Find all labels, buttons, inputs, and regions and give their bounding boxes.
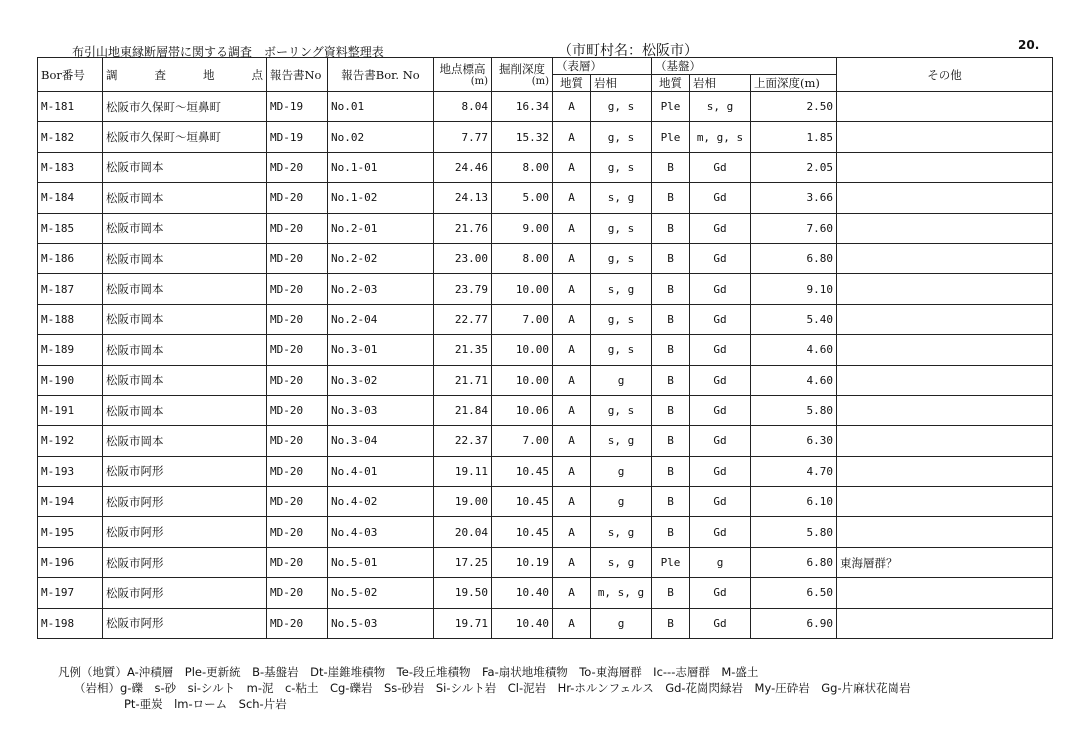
other-cell xyxy=(837,92,1053,122)
surface-geology-cell: A xyxy=(553,304,591,334)
report-bor-cell: No.4-03 xyxy=(328,517,434,547)
other-cell: 東海層群？ xyxy=(837,547,1053,577)
header-location-char: 点 xyxy=(251,67,263,82)
bor-number-cell: M-191 xyxy=(38,395,103,425)
depth-cell: 10.45 xyxy=(492,517,553,547)
bor-number-cell: M-182 xyxy=(38,122,103,152)
elevation-cell: 17.25 xyxy=(434,547,492,577)
report-no-cell: MD-20 xyxy=(267,365,328,395)
legend xyxy=(58,664,911,712)
bor-number-cell: M-195 xyxy=(38,517,103,547)
bor-number-cell: M-194 xyxy=(38,487,103,517)
report-bor-cell: No.3-04 xyxy=(328,426,434,456)
report-bor-cell: No.1-02 xyxy=(328,183,434,213)
surface-lithology-cell: s, g xyxy=(591,274,652,304)
surface-depth-cell: 9.10 xyxy=(751,274,837,304)
surface-depth-cell: 4.70 xyxy=(751,456,837,486)
report-no-cell: MD-20 xyxy=(267,456,328,486)
surface-lithology-cell: g, s xyxy=(591,92,652,122)
base-lithology-cell: Gd xyxy=(690,517,751,547)
table-row xyxy=(38,122,1053,152)
depth-cell: 16.34 xyxy=(492,92,553,122)
surface-geology-cell: A xyxy=(553,517,591,547)
base-geology-cell: B xyxy=(652,395,690,425)
report-bor-cell: No.5-03 xyxy=(328,608,434,638)
location-cell: 松阪市岡本 xyxy=(103,395,267,425)
depth-cell: 9.00 xyxy=(492,213,553,243)
surface-depth-cell: 6.30 xyxy=(751,426,837,456)
surface-geology-cell: A xyxy=(553,608,591,638)
surface-depth-cell: 4.60 xyxy=(751,335,837,365)
elevation-cell: 22.77 xyxy=(434,304,492,334)
surface-lithology-cell: g, s xyxy=(591,213,652,243)
surface-geology-cell: A xyxy=(553,456,591,486)
table-row xyxy=(38,183,1053,213)
table-row xyxy=(38,92,1053,122)
bor-number-cell: M-185 xyxy=(38,213,103,243)
report-no-cell: MD-20 xyxy=(267,213,328,243)
other-cell xyxy=(837,335,1053,365)
report-no-cell: MD-20 xyxy=(267,335,328,365)
surface-lithology-cell: m, s, g xyxy=(591,578,652,608)
header-surface-depth: 上面深度(m) xyxy=(751,75,837,92)
base-geology-cell: Ple xyxy=(652,547,690,577)
surface-depth-cell: 6.80 xyxy=(751,547,837,577)
header-base-geology: 地質 xyxy=(652,75,690,92)
depth-cell: 10.40 xyxy=(492,578,553,608)
header-location-char: 調 xyxy=(106,67,118,82)
surface-geology-cell: A xyxy=(553,335,591,365)
surface-geology-cell: A xyxy=(553,243,591,273)
surface-depth-cell: 2.50 xyxy=(751,92,837,122)
surface-depth-cell: 4.60 xyxy=(751,365,837,395)
report-no-cell: MD-20 xyxy=(267,547,328,577)
elevation-cell: 19.50 xyxy=(434,578,492,608)
surface-geology-cell: A xyxy=(553,547,591,577)
depth-cell: 8.00 xyxy=(492,152,553,182)
surface-geology-cell: A xyxy=(553,578,591,608)
elevation-cell: 21.84 xyxy=(434,395,492,425)
surface-depth-cell: 1.85 xyxy=(751,122,837,152)
base-lithology-cell: Gd xyxy=(690,456,751,486)
bor-number-cell: M-187 xyxy=(38,274,103,304)
location-cell: 松阪市岡本 xyxy=(103,183,267,213)
bor-number-cell: M-196 xyxy=(38,547,103,577)
depth-cell: 5.00 xyxy=(492,183,553,213)
legend-geology: 凡例（地質）A-沖積層 Ple-更新統 B-基盤岩 Dt-崖錐堆積物 Te-段丘堆積物 Fa-扇状地堆積物 To-東海層群 Ic---志層群 M-盛土 xyxy=(58,665,759,679)
surface-depth-cell: 2.05 xyxy=(751,152,837,182)
table-row xyxy=(38,426,1053,456)
surface-geology-cell: A xyxy=(553,122,591,152)
depth-cell: 8.00 xyxy=(492,243,553,273)
report-bor-cell: No.2-04 xyxy=(328,304,434,334)
header-bor-number: Bor番号 xyxy=(38,58,103,92)
location-cell: 松阪市阿形 xyxy=(103,608,267,638)
table-row xyxy=(38,517,1053,547)
report-bor-cell: No.3-01 xyxy=(328,335,434,365)
page-number: 20. xyxy=(1018,38,1040,52)
base-lithology-cell: Gd xyxy=(690,243,751,273)
other-cell xyxy=(837,243,1053,273)
surface-depth-cell: 5.40 xyxy=(751,304,837,334)
base-geology-cell: B xyxy=(652,578,690,608)
location-cell: 松阪市岡本 xyxy=(103,365,267,395)
location-cell: 松阪市阿形 xyxy=(103,578,267,608)
table-row xyxy=(38,274,1053,304)
report-bor-cell: No.2-02 xyxy=(328,243,434,273)
elevation-cell: 24.46 xyxy=(434,152,492,182)
report-no-cell: MD-20 xyxy=(267,487,328,517)
other-cell xyxy=(837,183,1053,213)
header-elevation xyxy=(434,58,492,92)
depth-cell: 10.06 xyxy=(492,395,553,425)
table-row xyxy=(38,152,1053,182)
bor-number-cell: M-181 xyxy=(38,92,103,122)
surface-lithology-cell: s, g xyxy=(591,183,652,213)
base-geology-cell: B xyxy=(652,243,690,273)
surface-lithology-cell: s, g xyxy=(591,517,652,547)
header-surface-geology: 地質 xyxy=(553,75,591,92)
base-lithology-cell: Gd xyxy=(690,487,751,517)
depth-cell: 10.00 xyxy=(492,335,553,365)
base-lithology-cell: Gd xyxy=(690,578,751,608)
elevation-cell: 19.71 xyxy=(434,608,492,638)
surface-depth-cell: 3.66 xyxy=(751,183,837,213)
table-row xyxy=(38,578,1053,608)
surface-geology-cell: A xyxy=(553,365,591,395)
header-surface-group: （表層） xyxy=(553,58,652,75)
report-no-cell: MD-20 xyxy=(267,517,328,547)
depth-cell: 7.00 xyxy=(492,304,553,334)
surface-geology-cell: A xyxy=(553,487,591,517)
bor-number-cell: M-198 xyxy=(38,608,103,638)
elevation-cell: 23.79 xyxy=(434,274,492,304)
location-cell: 松阪市久保町～垣鼻町 xyxy=(103,122,267,152)
base-lithology-cell: s, g xyxy=(690,92,751,122)
report-no-cell: MD-20 xyxy=(267,274,328,304)
base-geology-cell: B xyxy=(652,213,690,243)
base-geology-cell: B xyxy=(652,274,690,304)
elevation-cell: 8.04 xyxy=(434,92,492,122)
bor-number-cell: M-190 xyxy=(38,365,103,395)
header-elevation-label: 地点標高 xyxy=(439,62,486,76)
city-name: （市町村名：松阪市） xyxy=(558,43,698,59)
table-row xyxy=(38,395,1053,425)
surface-geology-cell: A xyxy=(553,92,591,122)
base-lithology-cell: Gd xyxy=(690,395,751,425)
report-bor-cell: No.1-01 xyxy=(328,152,434,182)
surface-depth-cell: 6.50 xyxy=(751,578,837,608)
depth-cell: 10.00 xyxy=(492,274,553,304)
bor-number-cell: M-192 xyxy=(38,426,103,456)
elevation-cell: 20.04 xyxy=(434,517,492,547)
surface-lithology-cell: g, s xyxy=(591,395,652,425)
table-row xyxy=(38,365,1053,395)
base-geology-cell: B xyxy=(652,183,690,213)
report-bor-cell: No.3-02 xyxy=(328,365,434,395)
base-lithology-cell: m, g, s xyxy=(690,122,751,152)
location-cell: 松阪市岡本 xyxy=(103,243,267,273)
bor-number-cell: M-189 xyxy=(38,335,103,365)
header-depth-unit: (m) xyxy=(531,76,549,87)
base-lithology-cell: Gd xyxy=(690,335,751,365)
elevation-cell: 22.37 xyxy=(434,426,492,456)
surface-lithology-cell: g, s xyxy=(591,122,652,152)
elevation-cell: 19.00 xyxy=(434,487,492,517)
surface-lithology-cell: s, g xyxy=(591,426,652,456)
surface-lithology-cell: g, s xyxy=(591,304,652,334)
surface-lithology-cell: g xyxy=(591,487,652,517)
header-surface-lithology: 岩相 xyxy=(591,75,652,92)
header-depth-label: 掘削深度 xyxy=(499,62,545,76)
surface-lithology-cell: s, g xyxy=(591,547,652,577)
base-lithology-cell: Gd xyxy=(690,608,751,638)
location-cell: 松阪市岡本 xyxy=(103,152,267,182)
elevation-cell: 23.00 xyxy=(434,243,492,273)
base-lithology-cell: Gd xyxy=(690,152,751,182)
surface-lithology-cell: g, s xyxy=(591,152,652,182)
bor-number-cell: M-188 xyxy=(38,304,103,334)
header-location-char: 地 xyxy=(203,67,215,82)
location-cell: 松阪市岡本 xyxy=(103,274,267,304)
report-no-cell: MD-20 xyxy=(267,183,328,213)
location-cell: 松阪市阿形 xyxy=(103,517,267,547)
bor-number-cell: M-197 xyxy=(38,578,103,608)
base-geology-cell: B xyxy=(652,152,690,182)
base-geology-cell: Ple xyxy=(652,92,690,122)
report-no-cell: MD-20 xyxy=(267,304,328,334)
legend-lithology: （岩相）g-礫 s-砂 si-シルト m-泥 c-粘土 Cg-礫岩 Ss-砂岩 Si-シルト岩 Cl-泥岩 Hr-ホルンフェルス Gd-花崗閃緑岩 My-圧砕岩 Gg-片麻状花崗岩 xyxy=(74,681,911,695)
elevation-cell: 7.77 xyxy=(434,122,492,152)
base-geology-cell: B xyxy=(652,456,690,486)
depth-cell: 15.32 xyxy=(492,122,553,152)
header-other: その他 xyxy=(837,58,1053,92)
surface-depth-cell: 6.80 xyxy=(751,243,837,273)
header-report-no: 報告書No xyxy=(267,58,328,92)
location-cell: 松阪市阿形 xyxy=(103,547,267,577)
surface-depth-cell: 6.10 xyxy=(751,487,837,517)
surface-geology-cell: A xyxy=(553,152,591,182)
legend-lithology-cont: Pt-亜炭 lm-ローム Sch-片岩 xyxy=(124,697,287,711)
location-cell: 松阪市岡本 xyxy=(103,213,267,243)
bor-number-cell: M-193 xyxy=(38,456,103,486)
table-row xyxy=(38,243,1053,273)
other-cell xyxy=(837,365,1053,395)
report-bor-cell: No.4-02 xyxy=(328,487,434,517)
surface-depth-cell: 7.60 xyxy=(751,213,837,243)
base-lithology-cell: Gd xyxy=(690,426,751,456)
report-no-cell: MD-19 xyxy=(267,122,328,152)
bor-number-cell: M-186 xyxy=(38,243,103,273)
base-lithology-cell: Gd xyxy=(690,304,751,334)
depth-cell: 10.00 xyxy=(492,365,553,395)
depth-cell: 10.40 xyxy=(492,608,553,638)
table-row xyxy=(38,487,1053,517)
report-no-cell: MD-20 xyxy=(267,578,328,608)
surface-lithology-cell: g xyxy=(591,608,652,638)
table-row xyxy=(38,456,1053,486)
base-lithology-cell: g xyxy=(690,547,751,577)
surface-depth-cell: 6.90 xyxy=(751,608,837,638)
location-cell: 松阪市久保町～垣鼻町 xyxy=(103,92,267,122)
header-base-group: （基盤） xyxy=(652,58,837,75)
other-cell xyxy=(837,608,1053,638)
other-cell xyxy=(837,517,1053,547)
surface-lithology-cell: g, s xyxy=(591,335,652,365)
table-body xyxy=(38,92,1053,639)
other-cell xyxy=(837,274,1053,304)
surface-lithology-cell: g, s xyxy=(591,243,652,273)
other-cell xyxy=(837,487,1053,517)
other-cell xyxy=(837,122,1053,152)
location-cell: 松阪市岡本 xyxy=(103,426,267,456)
table-row xyxy=(38,608,1053,638)
base-lithology-cell: Gd xyxy=(690,213,751,243)
report-no-cell: MD-20 xyxy=(267,426,328,456)
report-bor-cell: No.02 xyxy=(328,122,434,152)
other-cell xyxy=(837,578,1053,608)
elevation-cell: 21.71 xyxy=(434,365,492,395)
surface-depth-cell: 5.80 xyxy=(751,517,837,547)
other-cell xyxy=(837,213,1053,243)
base-geology-cell: B xyxy=(652,365,690,395)
boring-data-table xyxy=(37,57,1053,639)
base-lithology-cell: Gd xyxy=(690,274,751,304)
base-geology-cell: B xyxy=(652,487,690,517)
other-cell xyxy=(837,395,1053,425)
depth-cell: 10.45 xyxy=(492,487,553,517)
report-bor-cell: No.4-01 xyxy=(328,456,434,486)
report-bor-cell: No.5-02 xyxy=(328,578,434,608)
surface-lithology-cell: g xyxy=(591,456,652,486)
surface-geology-cell: A xyxy=(553,213,591,243)
elevation-cell: 19.11 xyxy=(434,456,492,486)
base-geology-cell: B xyxy=(652,335,690,365)
report-bor-cell: No.3-03 xyxy=(328,395,434,425)
base-lithology-cell: Gd xyxy=(690,183,751,213)
surface-geology-cell: A xyxy=(553,426,591,456)
report-bor-cell: No.5-01 xyxy=(328,547,434,577)
other-cell xyxy=(837,152,1053,182)
base-geology-cell: B xyxy=(652,608,690,638)
location-cell: 松阪市岡本 xyxy=(103,335,267,365)
header-location xyxy=(103,58,267,92)
report-no-cell: MD-20 xyxy=(267,243,328,273)
location-cell: 松阪市岡本 xyxy=(103,304,267,334)
elevation-cell: 21.35 xyxy=(434,335,492,365)
elevation-cell: 21.76 xyxy=(434,213,492,243)
document-title: 布引山地東縁断層帯に関する調査 ボーリング資料整理表 xyxy=(72,45,384,59)
report-no-cell: MD-19 xyxy=(267,92,328,122)
depth-cell: 10.19 xyxy=(492,547,553,577)
report-no-cell: MD-20 xyxy=(267,608,328,638)
bor-number-cell: M-183 xyxy=(38,152,103,182)
location-cell: 松阪市阿形 xyxy=(103,487,267,517)
bor-number-cell: M-184 xyxy=(38,183,103,213)
base-geology-cell: B xyxy=(652,517,690,547)
surface-lithology-cell: g xyxy=(591,365,652,395)
surface-geology-cell: A xyxy=(553,274,591,304)
report-bor-cell: No.2-01 xyxy=(328,213,434,243)
header-depth xyxy=(492,58,553,92)
table-row xyxy=(38,213,1053,243)
base-geology-cell: Ple xyxy=(652,122,690,152)
report-no-cell: MD-20 xyxy=(267,395,328,425)
elevation-cell: 24.13 xyxy=(434,183,492,213)
depth-cell: 10.45 xyxy=(492,456,553,486)
surface-depth-cell: 5.80 xyxy=(751,395,837,425)
header-location-char: 査 xyxy=(154,67,166,82)
header-report-bor: 報告書Bor. No xyxy=(328,58,434,92)
table-row xyxy=(38,304,1053,334)
other-cell xyxy=(837,456,1053,486)
location-cell: 松阪市阿形 xyxy=(103,456,267,486)
header-elevation-unit: (m) xyxy=(470,76,488,87)
surface-geology-cell: A xyxy=(553,183,591,213)
header-base-lithology: 岩相 xyxy=(690,75,751,92)
surface-geology-cell: A xyxy=(553,395,591,425)
other-cell xyxy=(837,426,1053,456)
depth-cell: 7.00 xyxy=(492,426,553,456)
report-no-cell: MD-20 xyxy=(267,152,328,182)
base-geology-cell: B xyxy=(652,426,690,456)
table-row xyxy=(38,335,1053,365)
report-bor-cell: No.01 xyxy=(328,92,434,122)
base-geology-cell: B xyxy=(652,304,690,334)
other-cell xyxy=(837,304,1053,334)
table-row xyxy=(38,547,1053,577)
base-lithology-cell: Gd xyxy=(690,365,751,395)
report-bor-cell: No.2-03 xyxy=(328,274,434,304)
